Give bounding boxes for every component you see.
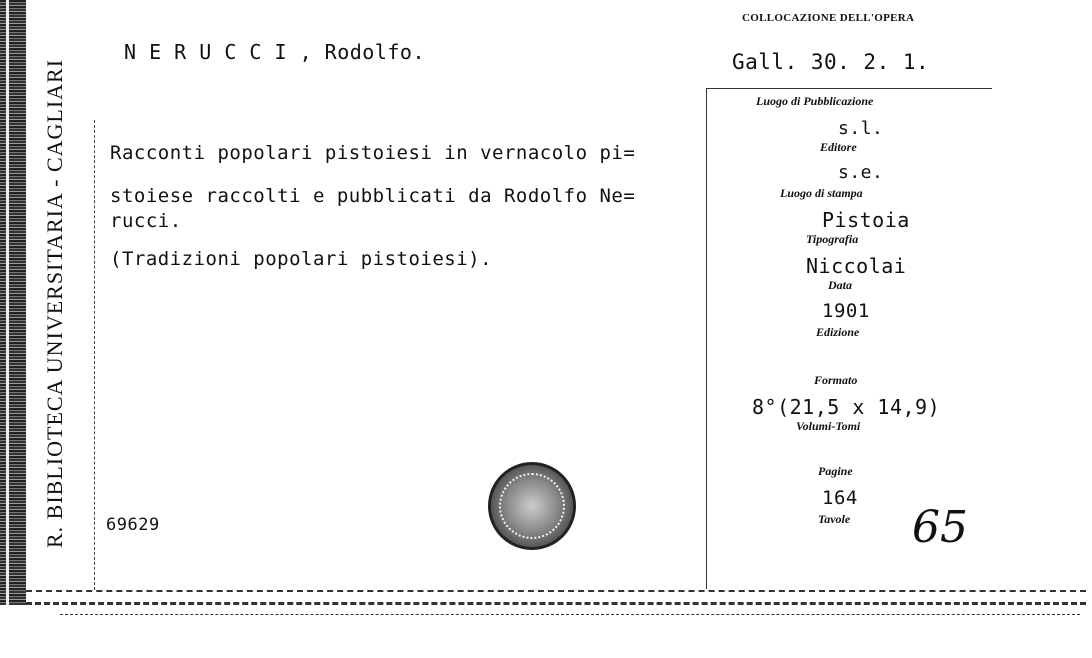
field-value-luogo-stampa: Pistoia <box>822 208 910 232</box>
body-line: stoiese raccolti e pubblicati da Rodolfo Ne= <box>110 185 636 207</box>
inventory-number: 69629 <box>106 515 160 535</box>
body-line: rucci. <box>110 210 182 232</box>
field-value-luogo-pubblicazione: s.l. <box>838 118 884 139</box>
field-label-pagine: Pagine <box>818 464 853 478</box>
collocazione-label: COLLOCAZIONE DELL'OPERA <box>742 12 915 24</box>
field-value-editore: s.e. <box>838 162 884 183</box>
field-label-data: Data <box>828 278 852 292</box>
body-line: Racconti popolari pistoiesi in vernacolo pi= <box>110 142 636 164</box>
author-heading: N E R U C C I , Rodolfo. <box>124 40 425 64</box>
body-line: (Tradizioni popolari pistoiesi). <box>110 248 493 270</box>
field-value-pagine: 164 <box>822 487 858 509</box>
field-value-formato: 8°(21,5 x 14,9) <box>752 395 941 419</box>
field-label-luogo-pubblicazione: Luogo di Pubblicazione <box>756 94 874 108</box>
field-label-formato: Formato <box>814 373 858 387</box>
field-label-tavole: Tavole <box>818 512 851 526</box>
handwritten-note: 65 <box>912 502 968 553</box>
field-value-data: 1901 <box>822 300 870 322</box>
field-label-tipografia: Tipografia <box>806 232 859 246</box>
library-name-vertical: R. BIBLIOTECA UNIVERSITARIA - CAGLIARI <box>42 58 67 548</box>
bottom-edge-line <box>60 614 1080 615</box>
field-label-edizione: Edizione <box>816 325 860 339</box>
bottom-edge-line <box>26 590 1086 592</box>
field-label-luogo-stampa: Luogo di stampa <box>780 186 863 200</box>
shelfmark: Gall. 30. 2. 1. <box>732 50 930 74</box>
bottom-edge-line <box>26 602 1086 605</box>
library-stamp <box>488 462 576 550</box>
field-label-volumi-tomi: Volumi-Tomi <box>796 419 861 433</box>
field-value-tipografia: Niccolai <box>806 254 907 278</box>
card-edge-strip <box>0 0 26 605</box>
margin-line <box>94 120 95 590</box>
field-label-editore: Editore <box>820 140 857 154</box>
